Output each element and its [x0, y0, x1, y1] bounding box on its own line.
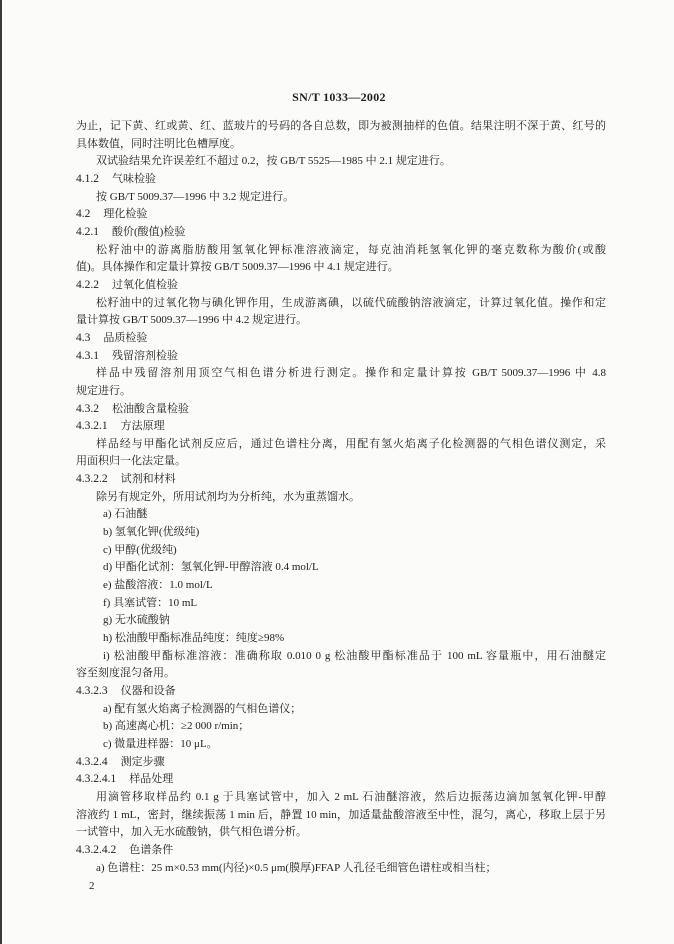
list-item: h) 松油酸甲酯标准品纯度：纯度≥98%	[103, 632, 285, 645]
section-number: 4.3.1	[76, 349, 99, 362]
paragraph-line: 除另有规定外，所用试剂均为分析纯，水为重蒸馏水。	[96, 490, 360, 503]
list-item: e) 盐酸溶液：1.0 mol/L	[103, 579, 213, 592]
list-item: c) 甲醇(优级纯)	[103, 543, 177, 556]
section-heading	[76, 754, 606, 772]
section-heading	[76, 771, 606, 789]
section-number: 4.1.2	[76, 172, 99, 185]
paragraph-line: 容至刻度混匀备用。	[76, 667, 175, 680]
section-heading	[76, 330, 606, 348]
list-item: b) 氢氧化钾(优级纯)	[103, 526, 200, 539]
paragraph-line: 样品中残留溶剂用顶空气相色谱分析进行测定。操作和定量计算按 GB/T 5009.37—1996 中 4.8	[96, 367, 606, 380]
section-title: 仪器和设备	[120, 685, 176, 697]
section-heading	[76, 277, 606, 295]
section-title: 试剂和材料	[120, 473, 176, 486]
section-title: 残留溶剂检验	[112, 349, 178, 362]
section-title: 气味检验	[112, 172, 156, 185]
section-title: 测定步骤	[120, 755, 165, 768]
section-title: 过氧化值检验	[112, 278, 178, 291]
paragraph-line: 值)。具体操作和定量计算按 GB/T 5009.37—1996 中 4.1 规定进行。	[76, 261, 399, 274]
list-item: f) 具塞试管：10 mL	[103, 596, 198, 609]
section-number: 4.3.2.4.1	[76, 773, 117, 786]
paragraph-line: 松籽油中的游离脂肪酸用氢氧化钾标准溶液滴定，每克油消耗氢氧化钾的毫克数称为酸价(或酸	[96, 243, 606, 256]
section-title: 理化检验	[103, 208, 148, 221]
section-title: 松油酸含量检验	[112, 402, 189, 415]
section-number: 4.3.2.2	[76, 473, 108, 486]
paragraph-line: 一试管中，加入无水硫酸钠，供气相色谱分析。	[76, 826, 307, 839]
section-heading	[76, 683, 606, 701]
section-title: 方法原理	[120, 420, 165, 433]
standard-code-header: SN/T 1033—2002	[292, 90, 386, 104]
paragraph-line: 用滴管移取样品约 0.1 g 于具塞试管中，加入 2 mL 石油醚溶液，然后边振荡边滴加氢氧化钾-甲醇	[96, 790, 606, 803]
paragraph-line: 溶液约 1 mL，密封，继续振荡 1 min 后，静置 10 min，加适量盐酸溶液至中性，混匀，离心，移取上层于另	[76, 808, 606, 821]
section-number: 4.2.2	[76, 278, 99, 291]
list-item: a) 石油醚	[103, 508, 148, 521]
list-item: g) 无水硫酸钠	[103, 614, 170, 627]
paragraph-line: 为止，记下黄、红或黄、红、蓝玻片的号码的各自总数，即为被测抽样的色值。结果注明不深于黄、红号的	[76, 120, 606, 132]
section-heading	[76, 418, 606, 436]
section-number: 4.2	[76, 208, 91, 221]
section-heading	[76, 206, 606, 224]
section-number: 4.3.2.4	[76, 755, 108, 768]
paragraph-line: 样品经与甲酯化试剂反应后，通过色谱柱分离，用配有氢火焰离子化检测器的气相色谱仪测定，采	[96, 437, 606, 450]
section-title: 样品处理	[129, 773, 174, 786]
section-heading	[76, 471, 606, 489]
list-item: c) 微量进样器：10 μL。	[103, 737, 218, 750]
page-number: 2	[89, 880, 95, 892]
paragraph-line: 量计算按 GB/T 5009.37—1996 中 4.2 规定进行。	[76, 314, 308, 327]
paragraph-line: 松籽油中的过氧化物与碘化钾作用，生成游离碘，以硫代硫酸钠溶液滴定，计算过氧化值。操作和定	[96, 296, 606, 309]
list-item: a) 色谱柱：25 m×0.53 mm(内径)×0.5 μm(膜厚)FFAP 人孔径毛细管色谱柱或相当柱；	[96, 861, 497, 874]
list-item: d) 甲酯化试剂：氢氧化钾-甲醇溶液 0.4 mol/L	[103, 561, 319, 574]
paragraph-line: 按 GB/T 5009.37—1996 中 3.2 规定进行。	[96, 190, 295, 203]
document-body	[76, 118, 606, 877]
section-number: 4.3.2.4.2	[76, 843, 117, 856]
paragraph-line: 具体数值，同时注明比色槽厚度。	[76, 137, 241, 150]
section-number: 4.2.1	[76, 225, 99, 238]
paragraph-line: 用面积归一化法定量。	[76, 455, 186, 468]
section-number: 4.3.2.1	[76, 420, 108, 433]
paragraph-line: 双试验结果允许误差红不超过 0.2，按 GB/T 5525—1985 中 2.1 规定进行。	[96, 155, 451, 168]
section-number: 4.3	[76, 331, 91, 344]
list-item: a) 配有氢火焰离子检测器的气相色谱仪；	[103, 702, 302, 715]
section-number: 4.3.2.3	[76, 685, 108, 697]
paragraph-line: 规定进行。	[76, 384, 131, 397]
section-heading	[76, 224, 606, 242]
section-title: 酸价(酸值)检验	[112, 225, 186, 238]
section-number: 4.3.2	[76, 402, 99, 415]
list-item: i) 松油酸甲酯标准溶液：准确称取 0.010 0 g 松油酸甲酯标准品于 100 mL 容量瓶中，用石油醚定	[103, 649, 606, 662]
section-title: 品质检验	[103, 331, 148, 344]
section-heading	[76, 842, 606, 860]
section-heading	[76, 348, 606, 366]
section-heading	[76, 401, 606, 419]
section-heading	[76, 171, 606, 189]
list-item: b) 高速离心机：≥2 000 r/min；	[103, 720, 250, 733]
section-title: 色谱条件	[129, 843, 174, 856]
